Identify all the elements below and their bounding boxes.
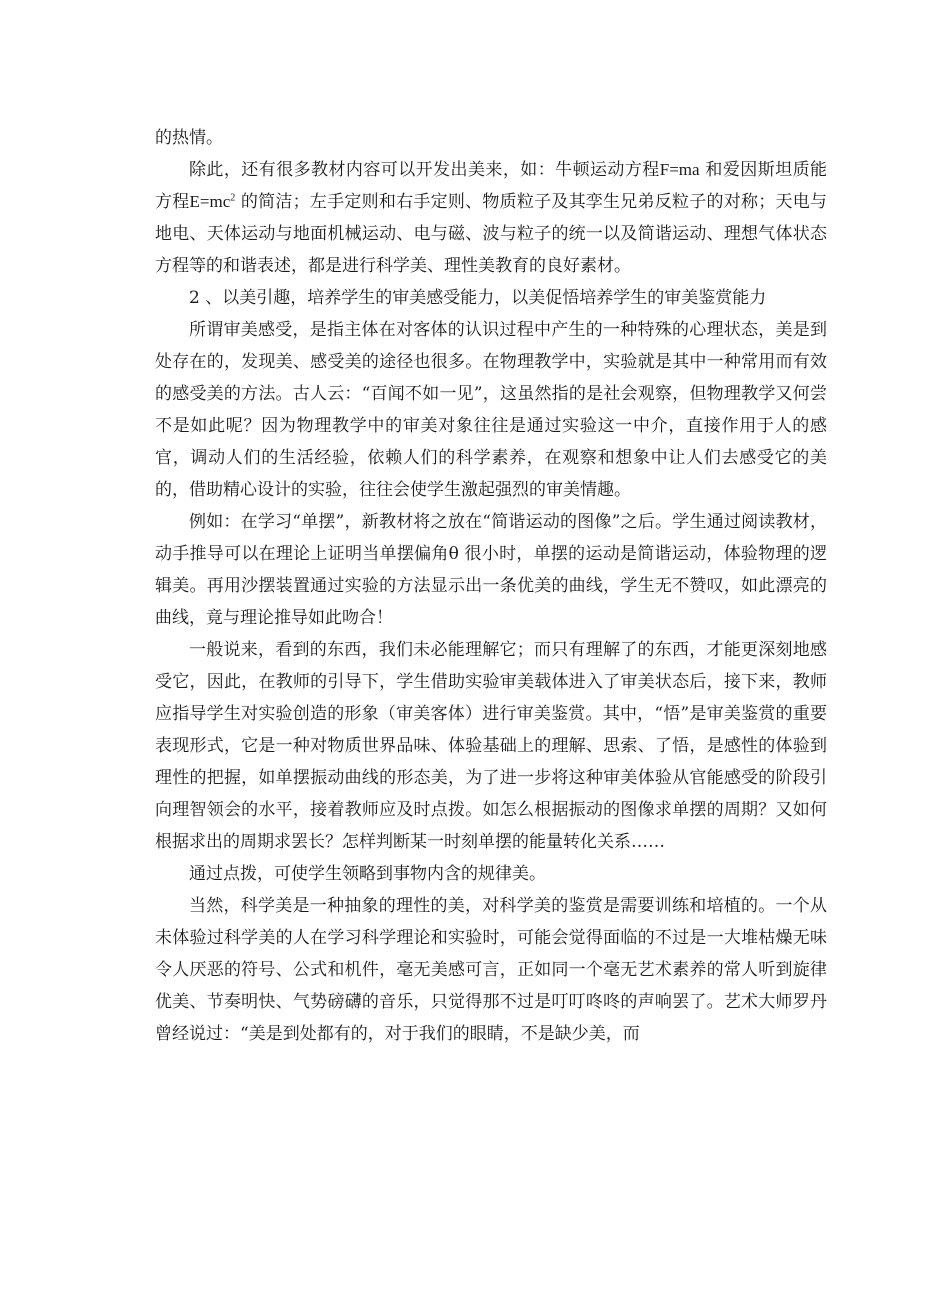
formula-einstein-exponent: 2	[230, 192, 236, 204]
paragraph-continuation: 的热情。	[155, 128, 223, 148]
formula-newton: F=ma	[659, 160, 700, 179]
paragraph-guidance: 通过点拨，可使学生领略到事物内含的规律美。	[189, 864, 546, 884]
section-heading-2: 2 、以美引趣，培养学生的审美感受能力，以美促悟培养学生的审美鉴赏能力	[189, 288, 767, 308]
paragraph-text-part: 除此，还有很多教材内容可以开发出美来，如：牛顿运动方程	[189, 160, 660, 180]
paragraph-scientific-beauty: 当然，科学美是一种抽象的理性的美，对科学美的鉴赏是需要训练和培植的。一个从未体验过科学美的人在学习科学理论和实验时，可能会觉得面临的不过是一大堆枯燥无味令人厌恶的符号、公式和机件，毫无美感可言，正如同一个毫无艺术素养的常人听到旋律优美、节奏明快、气势磅礴的音乐，只觉得那不过是叮叮咚咚的声响罢了。艺术大师罗丹曾经说过：“美是到处都有的，对于我们的眼睛，不是缺少美，而	[155, 896, 827, 1044]
paragraph-pendulum-example: 例如：在学习“单摆”，新教材将之放在“简谐运动的图像”之后。学生通过阅读教材，动手推导可以在理论上证明当单摆偏角θ 很小时，单摆的运动是简谐运动，体验物理的逻辑美。再用沙摆装置通过实验的方法显示出一条优美的曲线，学生无不赞叹，如此漂亮的曲线，竟与理论推导如此吻合！	[155, 512, 827, 628]
paragraph-aesthetic-perception: 所谓审美感受，是指主体在对客体的认识过程中产生的一种特殊的心理状态，美是到处存在的，发现美、感受美的途径也很多。在物理教学中，实验就是其中一种常用而有效的感受美的方法。古人云：“百闻不如一见”，这虽然指的是社会观察，但物理教学又何尝不是如此呢？因为物理教学中的审美对象往往是通过实验这一中介，直接作用于人的感官，调动人们的生活经验，依赖人们的科学素养，在观察和想象中让人们去感受它的美的，借助精心设计的实验，往往会使学生激起强烈的审美情趣。	[155, 320, 827, 500]
paragraph-aesthetic-appreciation: 一般说来，看到的东西，我们未必能理解它；而只有理解了的东西，才能更深刻地感受它，因此，在教师的引导下，学生借助实验审美载体进入了审美状态后，接下来，教师应指导学生对实验创造的形象（审美客体）进行审美鉴赏。其中，“悟”是审美鉴赏的重要表现形式，它是一种对物质世界品味、体验基础上的理解、思索、了悟，是感性的体验到理性的把握，如单摆振动曲线的形态美，为了进一步将这种审美体验从官能感受的阶段引向理智领会的水平，接着教师应及时点拨。如怎么根据振动的图像求单摆的周期？又如何根据求出的周期求罢长？怎样判断某一时刻单摆的能量转化关系……	[155, 640, 827, 852]
paragraph-text-part: 和爱因斯坦质能方程	[155, 160, 828, 212]
formula-einstein-base: E=mc	[189, 192, 231, 211]
document-page	[155, 122, 827, 1050]
formula-einstein	[190, 192, 236, 211]
paragraph-text-part: 的简洁；左手定则和右手定则、物质粒子及其孪生兄弟反粒子的对称；天电与地电、天体运动与地面机械运动、电与磁、波与粒子的统一以及简谐运动、理想气体状态方程等的和谐表述，都是进行科学美、理性美教育的良好素材。	[155, 192, 828, 276]
paragraph-beauty-examples	[155, 154, 827, 282]
